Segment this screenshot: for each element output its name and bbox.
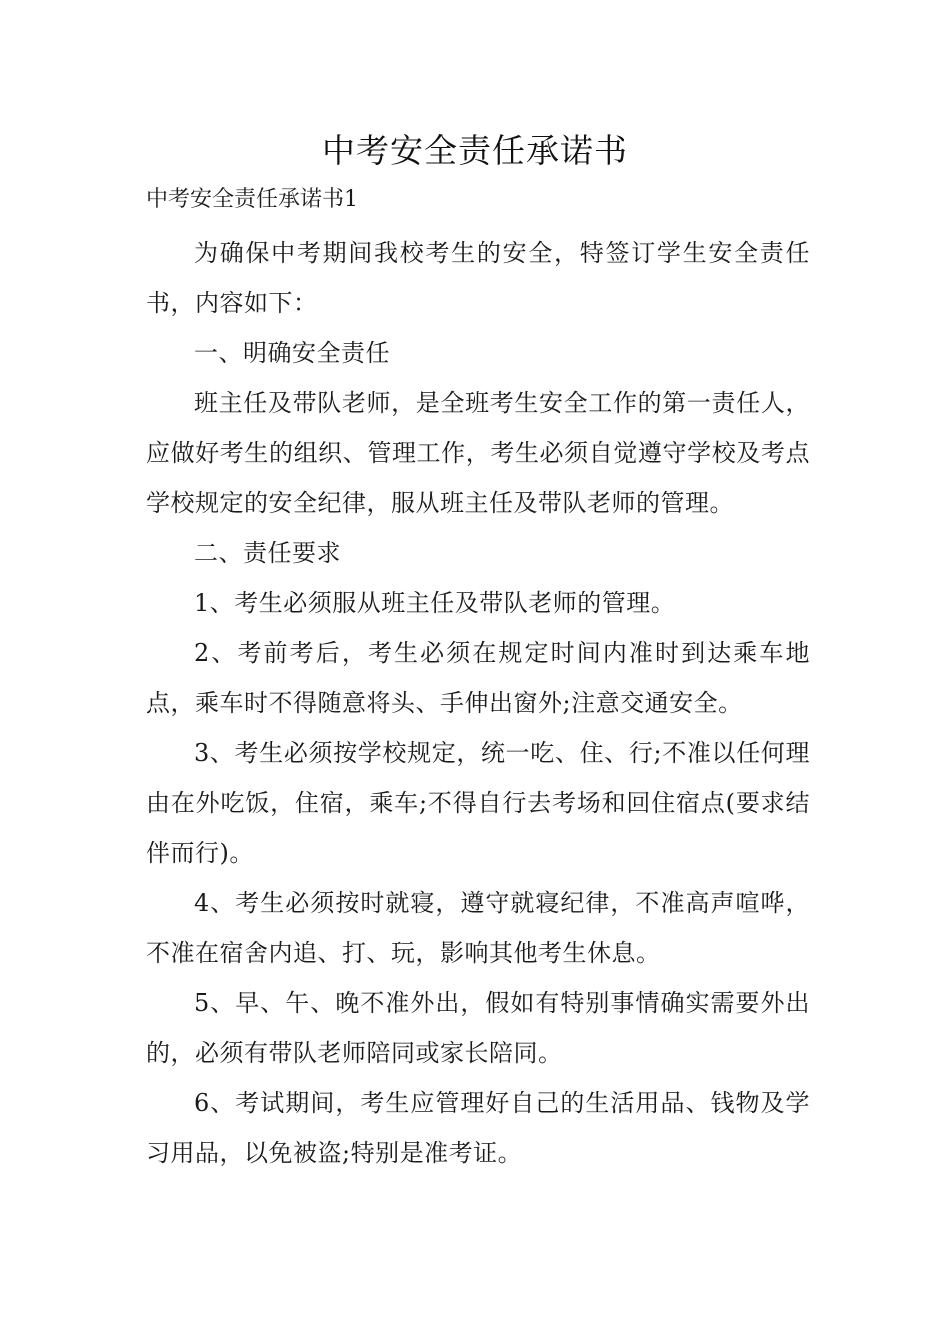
responsibility-paragraph: 班主任及带队老师，是全班考生安全工作的第一责任人，应做好考生的组织、管理工作，考生必须自觉遵守学校及考点学校规定的安全纪律，服从班主任及带队老师的管理。 bbox=[146, 389, 810, 517]
section-heading-2: 二、责任要求 bbox=[194, 539, 341, 567]
requirement-item-5: 5、早、午、晚不准外出，假如有特别事情确实需要外出的，必须有带队老师陪同或家长陪同。 bbox=[146, 989, 810, 1067]
document-body bbox=[146, 228, 810, 1178]
section-heading-1: 一、明确安全责任 bbox=[194, 339, 390, 367]
requirement-item-3: 3、考生必须按学校规定，统一吃、住、行;不准以任何理由在外吃饭，住宿，乘车;不得自行去考场和回住宿点(要求结伴而行)。 bbox=[146, 739, 810, 867]
document-subtitle: 中考安全责任承诺书1 bbox=[146, 187, 358, 212]
document-title: 中考安全责任承诺书 bbox=[322, 131, 628, 170]
intro-paragraph: 为确保中考期间我校考生的安全，特签订学生安全责任书，内容如下： bbox=[146, 239, 810, 317]
requirement-item-1: 1、考生必须服从班主任及带队老师的管理。 bbox=[194, 589, 676, 617]
requirement-item-4: 4、考生必须按时就寝，遵守就寝纪律，不准高声喧哗，不准在宿舍内追、打、玩，影响其他考生休息。 bbox=[146, 889, 810, 967]
requirement-item-2: 2、考前考后，考生必须在规定时间内准时到达乘车地点，乘车时不得随意将头、手伸出窗外;注意交通安全。 bbox=[146, 639, 810, 717]
requirement-item-6: 6、考试期间，考生应管理好自己的生活用品、钱物及学习用品，以免被盗;特别是准考证。 bbox=[146, 1089, 810, 1167]
